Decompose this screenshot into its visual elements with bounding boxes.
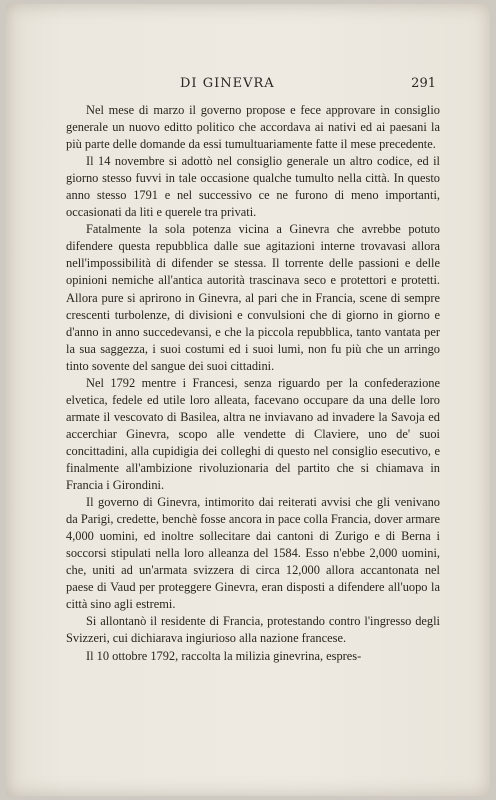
paragraph: Il 14 novembre si adottò nel consiglio generale un altro codice, ed il giorno stesso fuvvi in tale occasione qualche tumulto nella città. In questo anno stesso 1791 e nel successivo ce ne furono di meno importanti, occasionati da liti e querele tra privati. xyxy=(66,154,440,220)
running-title: DI GINEVRA xyxy=(180,76,275,91)
paragraph: Il governo di Ginevra, intimorito dai reiterati avvisi che gli venivano da Parigi, credette, benchè fosse ancora in pace colla Francia, dover armare 4,000 uomini, ed inoltre sollecitare dai cantoni di Zurigo e di Berna i soccorsi stipulati nella loro alleanza del 1584. Esso n'ebbe 2,000 uomini, che, uniti ad un'armata svizzera di circa 12,000 allora accantonata nel paese di Vaud per proteggere Ginevra, eran disposti a difendere all'uopo la città sino agli estremi. xyxy=(66,495,440,612)
paragraph: Fatalmente la sola potenza vicina a Ginevra che avrebbe potuto difendere questa repubblica dalle sue agitazioni interne trovavasi allora nell'impossibilità di difender se stessa. Il torrente delle passioni e delle opinioni nemiche all'antica autorità trascinava seco e protettori e protetti. Allora pure si aprirono in Ginevra, al pari che in Francia, scene di sempre crescenti turbolenze, di divisioni e convulsioni che di giorno in giorno e d'anno in anno succedevansi, e che la piccola repubblica, tanto vantata per la sua saggezza, i suoi costumi ed i suoi lumi, non fu più che un arringo tinto sovente del sangue dei suoi cittadini. xyxy=(66,222,440,373)
paragraph: Il 10 ottobre 1792, raccolta la milizia ginevrina, espres- xyxy=(86,648,362,663)
paragraph: Nel 1792 mentre i Francesi, senza riguardo per la confederazione elvetica, fedele ed utile loro alleata, facevano occupare da una delle loro armate il vescovato di Basilea, altra ne inviavano ad invadere la Savoja ed accerchiar Ginevra, scopo alle vendette di Claviere, uno de' suoi concittadini, alla cupidigia dei colleghi di questo nel consiglio esecutivo, e finalmente all'ambizione rivoluzionaria del partito che si chiamava in Francia i Girondini. xyxy=(66,375,440,493)
paragraph: Nel mese di marzo il governo propose e fece approvare in consiglio generale un nuovo editto politico che accordava ai nativi ed ai paesani la più parte delle domande da essi tumultuariamente fatte il mese precedente. xyxy=(66,103,440,152)
paragraph: Si allontanò il residente di Francia, protestando contro l'ingresso degli Svizzeri, cui dichiarava ingiurioso alla nazione francese. xyxy=(66,614,440,646)
book-page xyxy=(6,4,490,796)
page-number: 291 xyxy=(411,76,436,91)
body-text xyxy=(66,102,440,665)
